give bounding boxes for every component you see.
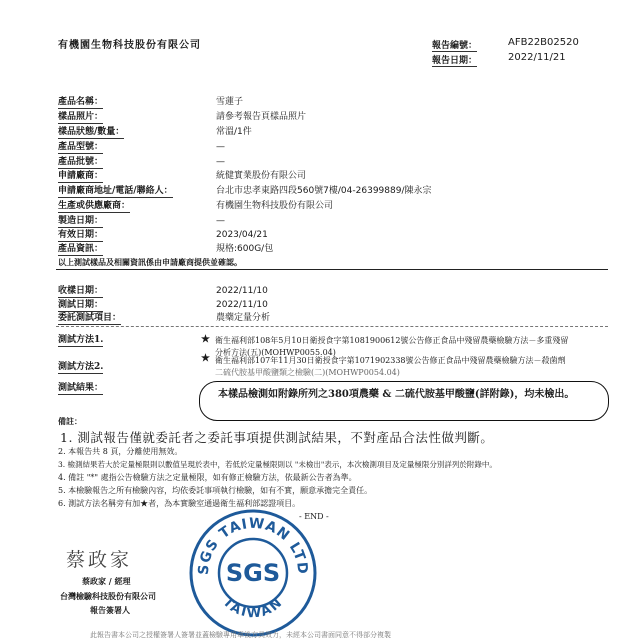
note-4: 4. 備註 "*" 處指公告檢驗方法之定量極限，如有修正檢驗方法，依最新公告者為準。 xyxy=(58,473,357,482)
report-date-label: 報告日期： xyxy=(432,53,477,67)
note-1: 1. 測試報告僅就委託者之委託事項提供測試結果，不對產品合法性做判斷。 xyxy=(60,430,494,445)
field-value: — xyxy=(216,142,225,152)
divider xyxy=(56,326,608,327)
star-icon: ★ xyxy=(201,353,210,364)
field-label: 生產或供應廠商： xyxy=(58,201,131,211)
report-no: AFB22B02520 xyxy=(508,37,579,48)
issuer-company: 有機園生物科技股份有限公司 xyxy=(58,40,201,51)
seal-bottom-text: TAIWAN xyxy=(219,594,287,622)
field-value: 雪蓮子 xyxy=(216,97,244,107)
result-text: 本樣品檢測如附錄所列之380項農藥 & 二硫代胺基甲酸鹽(詳附錄)，均未檢出。 xyxy=(218,389,575,400)
field-label: 產品型號： xyxy=(58,142,104,152)
divider xyxy=(56,269,608,270)
declaration-note: 以上測試樣品及相關資訊係由申請廠商提供並確認。 xyxy=(58,257,242,267)
received-date: 2022/11/10 xyxy=(216,286,268,296)
test-date-label: 測試日期： xyxy=(58,300,104,310)
field-value: — xyxy=(216,216,225,226)
result-label: 測試結果： xyxy=(58,383,104,393)
field-value: 有機園生物科技股份有限公司 xyxy=(216,201,334,211)
seal-center-text: SGS xyxy=(225,559,281,587)
field-label: 產品名稱： xyxy=(58,97,104,107)
field-value: 統健實業股份有限公司 xyxy=(216,171,307,181)
field-value: — xyxy=(216,157,225,167)
signer-role: 報告簽署人 xyxy=(90,605,130,615)
field-value: 請參考報告頁樣品照片 xyxy=(216,112,307,122)
field-value: 常溫/1件 xyxy=(216,127,252,137)
test-date: 2022/11/10 xyxy=(216,300,268,310)
note-6: 6. 測試方法名稱旁有加★者，為本實驗室通過衛生福利部認證項目。 xyxy=(58,499,301,508)
method2-line1: 衛生福利部107年11月30日衛授食字第1071902338號公告修正食品中殘留農藥檢驗方法－殺菌劑 xyxy=(215,356,566,365)
end-marker: - END - xyxy=(299,512,329,521)
method2-line2: 二硫代胺基甲酸鹽類之檢驗(二)(MOHWP0054.04) xyxy=(215,368,400,377)
field-value: 規格:600G/包 xyxy=(216,244,274,254)
note-5: 5. 本檢驗報告之所有檢驗內容，均依委託事項執行檢驗，如有不實，願意承擔完全責任。 xyxy=(58,486,373,495)
notes-label: 備註： xyxy=(58,416,82,426)
method2-label: 測試方法2. xyxy=(58,362,104,372)
note-2: 2. 本報告共 8 頁，分離使用無效。 xyxy=(58,447,183,456)
method1-line1: 衛生福利部108年5月10日衛授食字第1081900612號公告修正食品中殘留農藥檢驗方法－多重殘留 xyxy=(215,336,569,345)
note-3: 3. 檢測結果若大於定量極限則以數值呈現於表中，若低於定量極限則以 "未檢出"表示，本次檢測項目及定量極限分別詳列於附錄中。 xyxy=(58,460,497,469)
sgs-seal-icon xyxy=(186,506,320,640)
field-label: 申請廠商地址/電話/聯絡人： xyxy=(58,186,173,196)
field-label: 樣品狀態/數量： xyxy=(58,127,125,137)
field-label: 製造日期： xyxy=(58,216,104,226)
footer-disclaimer: 此報告書本公司之授權簽署人簽署並蓋檢驗專用章後方具效力，未經本公司書面同意不得部分複製 xyxy=(90,631,391,639)
field-label: 產品批號： xyxy=(58,157,104,167)
received-date-label: 收樣日期： xyxy=(58,286,104,296)
star-icon: ★ xyxy=(201,334,210,345)
signer-company: 台灣檢驗科技股份有限公司 xyxy=(60,591,156,601)
test-item: 農藥定量分析 xyxy=(216,313,271,323)
handwritten-signature: 蔡政家 xyxy=(66,549,133,571)
field-value: 台北市忠孝東路四段560號7樓/04-26399889/陳永宗 xyxy=(216,186,432,196)
method1-label: 測試方法1. xyxy=(58,335,104,345)
field-label: 有效日期： xyxy=(58,230,104,240)
report-date: 2022/11/21 xyxy=(508,52,566,63)
field-label: 產品資訊： xyxy=(58,244,104,254)
field-label: 申請廠商： xyxy=(58,171,104,181)
field-label: 樣品照片： xyxy=(58,112,104,122)
seal-top-text: SGS TAIWAN LTD xyxy=(195,515,311,576)
test-item-label: 委託測試項目： xyxy=(58,313,122,323)
report-no-label: 報告編號： xyxy=(432,38,477,52)
svg-text:TAIWAN xyxy=(220,595,287,622)
signer-title: 蔡政家 / 經理 xyxy=(82,576,131,586)
method1-line2: 分析方法(五)(MOHWP0055.04) xyxy=(215,348,336,357)
field-value: 2023/04/21 xyxy=(216,230,268,240)
